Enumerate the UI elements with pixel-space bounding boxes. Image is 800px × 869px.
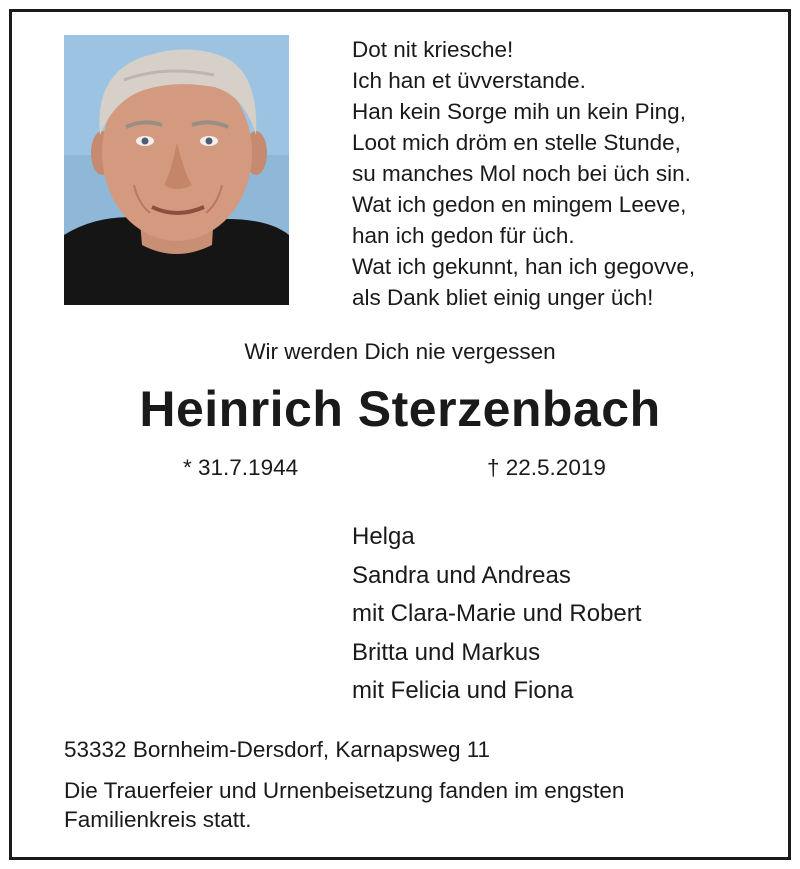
remembrance-subtitle: Wir werden Dich nie vergessen <box>244 339 556 364</box>
poem-line: Dot nit kriesche! <box>352 37 514 62</box>
mourners-list <box>352 518 641 711</box>
family-address: 53332 Bornheim-Dersdorf, Karnapsweg 11 <box>64 737 491 762</box>
mourner-name: Helga <box>352 523 415 550</box>
portrait-illustration <box>64 35 289 305</box>
poem <box>352 34 772 313</box>
birth-date: * 31.7.1944 <box>183 455 299 480</box>
mourner-name: mit Clara-Marie und Robert <box>352 600 642 627</box>
poem-line: Han kein Sorge mih un kein Ping, <box>352 99 686 124</box>
poem-line: Wat ich gedon en mingem Leeve, <box>352 192 687 217</box>
mourner-name: mit Felicia und Fiona <box>352 677 574 704</box>
deceased-name: Heinrich Sterzenbach <box>139 381 661 437</box>
mourner-name: Britta und Markus <box>352 638 541 666</box>
mourner-name: Sandra und Andreas <box>352 561 571 589</box>
funeral-notice: Die Trauerfeier und Urnenbeisetzung fanden im engsten Familienkreis statt. <box>64 778 625 832</box>
poem-line: als Dank bliet einig unger üch! <box>352 285 654 310</box>
poem-line: Wat ich gekunnt, han ich gegovve, <box>352 254 696 279</box>
portrait-photo <box>64 35 289 305</box>
death-date: † 22.5.2019 <box>487 455 606 480</box>
poem-line: Loot mich dröm en stelle Stunde, <box>352 130 681 155</box>
poem-line: Ich han et üvverstande. <box>352 68 586 93</box>
poem-line: su manches Mol noch bei üch sin. <box>352 161 691 186</box>
poem-line: han ich gedon für üch. <box>352 223 575 248</box>
